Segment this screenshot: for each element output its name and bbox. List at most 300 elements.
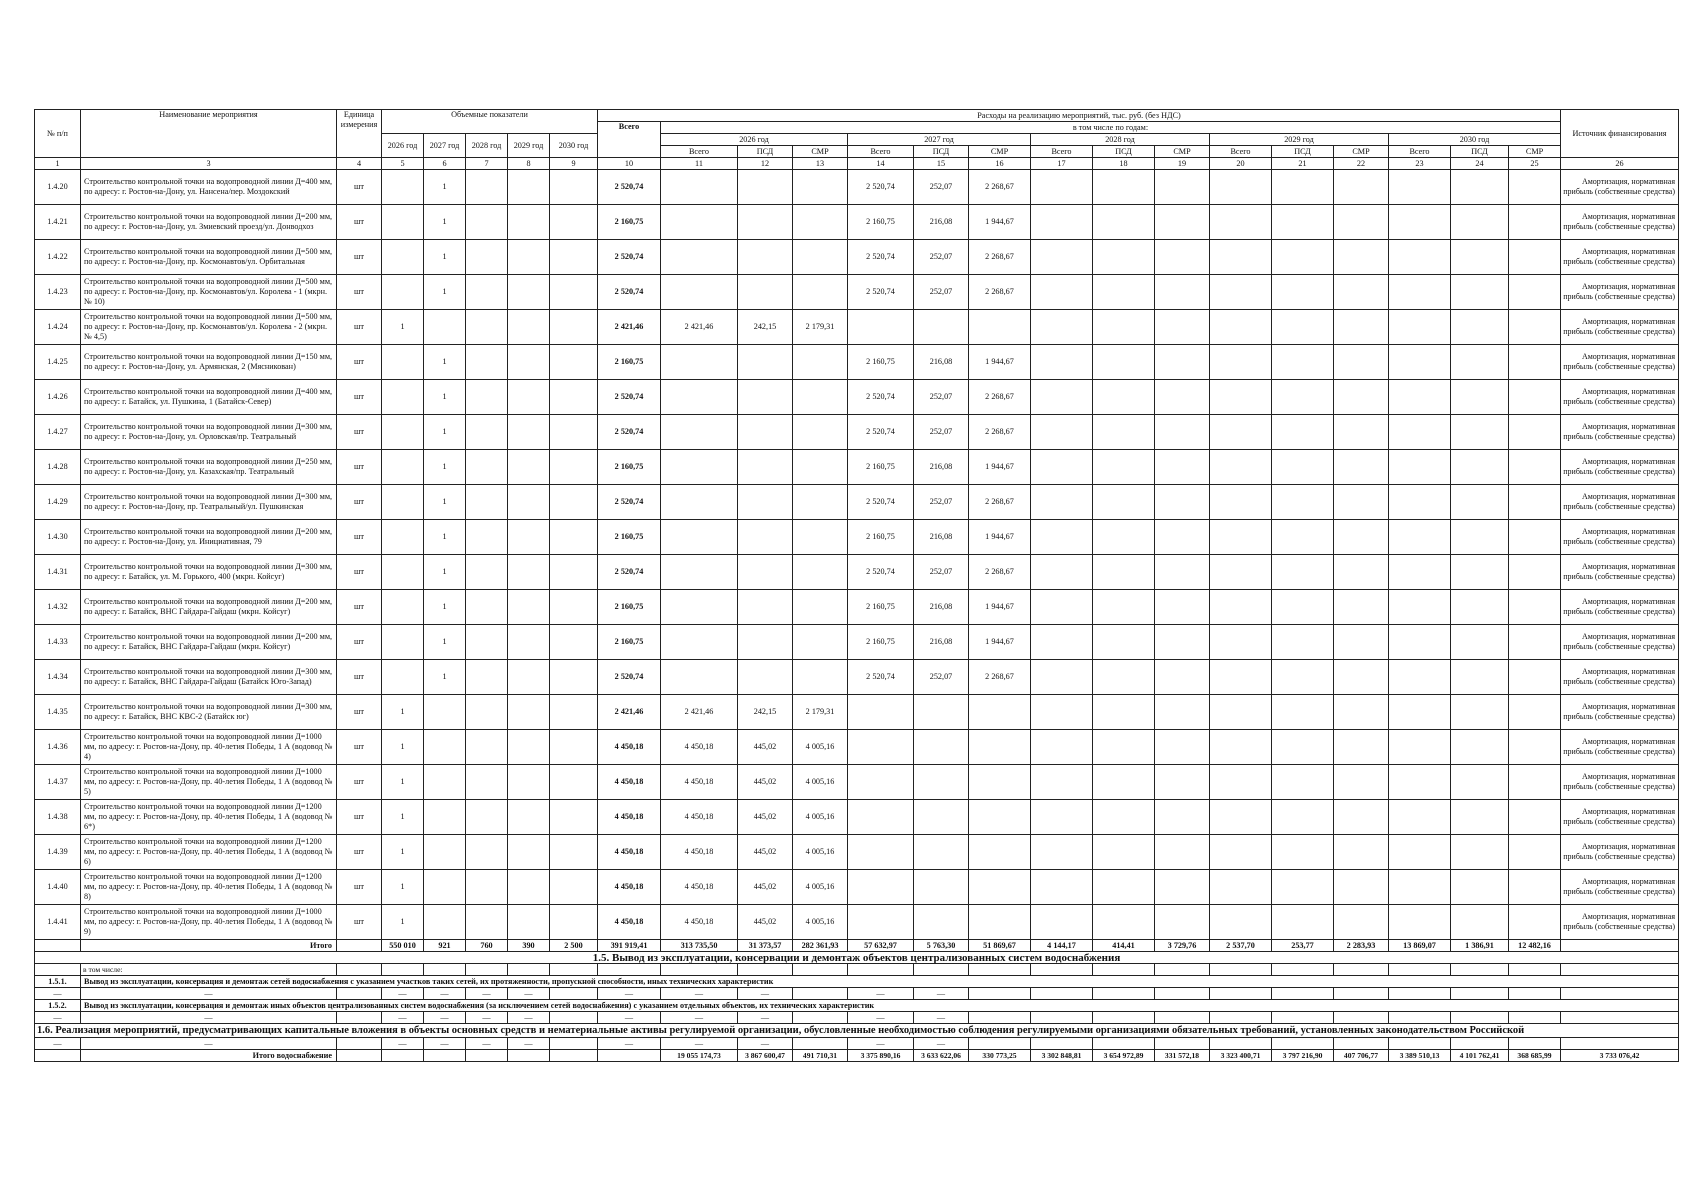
row-empty-cell [1210, 380, 1272, 415]
row-empty-cell [1155, 170, 1210, 205]
header-by-year: в том числе по годам: [661, 122, 1561, 134]
including-row [35, 964, 1679, 976]
row-2027-total: 2 520,74 [848, 555, 914, 590]
row-volume-2026: 1 [382, 870, 424, 905]
row-2026-smr [793, 275, 848, 310]
subtotal-value: 1 386,91 [1451, 940, 1509, 952]
row-empty-cell [1031, 590, 1093, 625]
row-empty-cell [1451, 765, 1509, 800]
subtotal-value: 2 283,93 [1334, 940, 1389, 952]
row-2026-psd: 445,02 [738, 870, 793, 905]
row-empty-cell [1389, 520, 1451, 555]
row-empty-cell [1509, 275, 1561, 310]
row-empty-cell [1509, 310, 1561, 345]
row-funding-source: Амортизация, нормативная прибыль (собственные средства) [1561, 275, 1679, 310]
row-2027-smr [969, 870, 1031, 905]
row-volume-2027 [424, 800, 466, 835]
row-empty-cell [1093, 625, 1155, 660]
header-2028-total: Всего [1031, 146, 1093, 158]
row-2027-psd [914, 800, 969, 835]
row-name: Строительство контрольной точки на водопроводной линии Д=400 мм, по адресу: г. Ростов-на-Дону, ул. Нансена/пер. Моздокский [81, 170, 337, 205]
dash-cell: — [848, 1012, 914, 1024]
row-empty-cell [1031, 240, 1093, 275]
row-2026-psd [738, 450, 793, 485]
row-2026-total [661, 660, 738, 695]
row-volume-2027: 1 [424, 555, 466, 590]
row-empty-cell [1451, 625, 1509, 660]
row-empty-cell [1272, 625, 1334, 660]
row-empty-cell [1334, 310, 1389, 345]
row-2026-psd [738, 555, 793, 590]
row-2026-psd [738, 485, 793, 520]
row-unit: шт [337, 835, 382, 870]
row-empty-cell [1031, 555, 1093, 590]
header-2029-smr: СМР [1334, 146, 1389, 158]
row-funding-source: Амортизация, нормативная прибыль (собственные средства) [1561, 485, 1679, 520]
dash-cell [337, 1012, 382, 1024]
grand-total-blank [382, 1050, 424, 1062]
row-2027-smr [969, 730, 1031, 765]
grand-total-value: 3 323 400,71 [1210, 1050, 1272, 1062]
col-number-25: 25 [1509, 158, 1561, 170]
row-unit: шт [337, 345, 382, 380]
row-2026-smr [793, 485, 848, 520]
dash-cell: — [382, 1038, 424, 1050]
row-2027-smr: 2 268,67 [969, 275, 1031, 310]
dash-cell [1561, 1012, 1679, 1024]
row-2027-smr: 2 268,67 [969, 555, 1031, 590]
row-2026-total [661, 240, 738, 275]
row-2026-psd [738, 380, 793, 415]
row-2027-smr: 2 268,67 [969, 170, 1031, 205]
subtotal-value: 2 500 [550, 940, 598, 952]
dash-cell: — [914, 1012, 969, 1024]
grand-total-blank [337, 1050, 382, 1062]
row-funding-source: Амортизация, нормативная прибыль (собственные средства) [1561, 345, 1679, 380]
row-empty-cell [1334, 800, 1389, 835]
col-number-20: 20 [1210, 158, 1272, 170]
row-name: Строительство контрольной точки на водопроводной линии Д=1200 мм, по адресу: г. Ростов-на-Дону, пр. 40-летия Победы, 1 А (водовод № 8) [81, 870, 337, 905]
row-2026-psd: 242,15 [738, 695, 793, 730]
dash-cell [1509, 1012, 1561, 1024]
col-number-10: 10 [598, 158, 661, 170]
row-name: Строительство контрольной точки на водопроводной линии Д=1000 мм, по адресу: г. Ростов-на-Дону, пр. 40-летия Победы, 1 А (водовод № 9) [81, 905, 337, 940]
col-number-24: 24 [1451, 158, 1509, 170]
table-row [35, 310, 1679, 345]
row-unit: шт [337, 660, 382, 695]
row-volume-2030 [550, 275, 598, 310]
row-volume-2026: 1 [382, 765, 424, 800]
dash-cell: — [382, 988, 424, 1000]
row-volume-2028 [466, 415, 508, 450]
subtotal-value: 31 373,57 [738, 940, 793, 952]
header-num: № п/п [35, 110, 81, 158]
grand-total-value: 3 302 848,81 [1031, 1050, 1093, 1062]
row-empty-cell [1155, 415, 1210, 450]
dash-cell [1509, 988, 1561, 1000]
row-2026-psd [738, 625, 793, 660]
row-empty-cell [1509, 905, 1561, 940]
row-name: Строительство контрольной точки на водопроводной линии Д=500 мм, по адресу: г. Ростов-на-Дону, пр. Космонавтов/ул. Королева - 2 (мкрн. № 4,5) [81, 310, 337, 345]
row-unit: шт [337, 415, 382, 450]
row-2027-total: 2 160,75 [848, 590, 914, 625]
row-empty-cell [1031, 415, 1093, 450]
row-empty-cell [1334, 660, 1389, 695]
grand-total-value: 491 710,31 [793, 1050, 848, 1062]
blank-cell [424, 964, 466, 976]
row-2026-total: 4 450,18 [661, 835, 738, 870]
row-2027-total [848, 870, 914, 905]
subtotal-value: 282 361,93 [793, 940, 848, 952]
dash-cell [1334, 1012, 1389, 1024]
row-empty-cell [1210, 485, 1272, 520]
row-empty-cell [1389, 415, 1451, 450]
row-empty-cell [1451, 590, 1509, 625]
dash-cell [1451, 1038, 1509, 1050]
row-2026-total [661, 485, 738, 520]
row-empty-cell [1334, 275, 1389, 310]
row-total: 2 520,74 [598, 380, 661, 415]
row-volume-2027: 1 [424, 590, 466, 625]
row-2026-smr: 2 179,31 [793, 310, 848, 345]
dash-cell: — [382, 1012, 424, 1024]
row-empty-cell [1093, 450, 1155, 485]
dash-cell [793, 1012, 848, 1024]
row-volume-2026: 1 [382, 730, 424, 765]
dash-cell: — [466, 1012, 508, 1024]
row-number: 1.4.34 [35, 660, 81, 695]
row-funding-source: Амортизация, нормативная прибыль (собственные средства) [1561, 695, 1679, 730]
row-2026-smr: 4 005,16 [793, 835, 848, 870]
row-2027-psd: 216,08 [914, 205, 969, 240]
col-number-15: 15 [914, 158, 969, 170]
dash-cell: — [848, 988, 914, 1000]
row-empty-cell [1334, 380, 1389, 415]
row-empty-cell [1451, 345, 1509, 380]
row-empty-cell [1389, 345, 1451, 380]
blank-cell [550, 964, 598, 976]
header-exp-year-2027: 2027 год [848, 134, 1031, 146]
row-empty-cell [1451, 205, 1509, 240]
row-2027-psd: 252,07 [914, 275, 969, 310]
grand-total-value: 3 375 890,16 [848, 1050, 914, 1062]
row-volume-2029 [508, 380, 550, 415]
row-2027-total: 2 160,75 [848, 345, 914, 380]
row-2027-psd: 216,08 [914, 625, 969, 660]
row-unit: шт [337, 240, 382, 275]
row-number: 1.4.35 [35, 695, 81, 730]
row-empty-cell [1031, 800, 1093, 835]
section-1-6-row [35, 1024, 1679, 1038]
row-volume-2027 [424, 765, 466, 800]
row-empty-cell [1093, 310, 1155, 345]
row-volume-2029 [508, 905, 550, 940]
row-2027-psd: 252,07 [914, 170, 969, 205]
row-empty-cell [1334, 730, 1389, 765]
grand-total-value: 19 055 174,73 [661, 1050, 738, 1062]
dash-cell: — [81, 988, 337, 1000]
row-2027-total: 2 160,75 [848, 520, 914, 555]
table-row [35, 905, 1679, 940]
dash-cell: — [35, 988, 81, 1000]
dash-cell: — [738, 988, 793, 1000]
col-number-13: 13 [793, 158, 848, 170]
blank-cell [1561, 964, 1679, 976]
row-empty-cell [1210, 765, 1272, 800]
row-total: 2 160,75 [598, 345, 661, 380]
grand-total-value: 331 572,18 [1155, 1050, 1210, 1062]
row-empty-cell [1093, 240, 1155, 275]
row-volume-2029 [508, 695, 550, 730]
row-2027-smr [969, 695, 1031, 730]
subtotal-value: 921 [424, 940, 466, 952]
row-empty-cell [1155, 310, 1210, 345]
row-empty-cell [1334, 835, 1389, 870]
row-2026-smr: 4 005,16 [793, 765, 848, 800]
dash-cell [1272, 1038, 1334, 1050]
row-empty-cell [1389, 765, 1451, 800]
row-unit: шт [337, 170, 382, 205]
row-2027-psd: 252,07 [914, 415, 969, 450]
row-empty-cell [1389, 730, 1451, 765]
row-2026-total [661, 170, 738, 205]
row-2027-psd [914, 695, 969, 730]
row-empty-cell [1210, 730, 1272, 765]
row-volume-2027 [424, 905, 466, 940]
col-number-4: 4 [337, 158, 382, 170]
dash-cell [1093, 1038, 1155, 1050]
row-name: Строительство контрольной точки на водопроводной линии Д=200 мм, по адресу: г. Батайск, ВНС Гайдара-Гайдаш (мкрн. Койсуг) [81, 625, 337, 660]
row-number: 1.4.33 [35, 625, 81, 660]
row-empty-cell [1031, 835, 1093, 870]
table-row [35, 730, 1679, 765]
row-empty-cell [1272, 450, 1334, 485]
row-2027-smr: 1 944,67 [969, 590, 1031, 625]
row-volume-2026: 1 [382, 695, 424, 730]
row-2027-smr: 1 944,67 [969, 205, 1031, 240]
dash-cell: — [35, 1012, 81, 1024]
row-volume-2028 [466, 170, 508, 205]
blank-cell [1389, 964, 1451, 976]
row-unit: шт [337, 800, 382, 835]
row-unit: шт [337, 450, 382, 485]
row-2027-psd: 252,07 [914, 240, 969, 275]
subtotal-value: 550 010 [382, 940, 424, 952]
row-empty-cell [1389, 590, 1451, 625]
row-empty-cell [1272, 695, 1334, 730]
subtotal-value: 51 869,67 [969, 940, 1031, 952]
row-empty-cell [1451, 870, 1509, 905]
row-volume-2029 [508, 590, 550, 625]
row-volume-2027: 1 [424, 450, 466, 485]
row-empty-cell [1389, 555, 1451, 590]
row-volume-2026 [382, 590, 424, 625]
row-volume-2029 [508, 170, 550, 205]
grand-total-value: 407 706,77 [1334, 1050, 1389, 1062]
dash-cell [1561, 1038, 1679, 1050]
row-funding-source: Амортизация, нормативная прибыль (собственные средства) [1561, 380, 1679, 415]
row-empty-cell [1334, 695, 1389, 730]
row-2027-smr: 2 268,67 [969, 485, 1031, 520]
row-empty-cell [1210, 590, 1272, 625]
grand-total-blank [35, 1050, 81, 1062]
row-volume-2026 [382, 380, 424, 415]
row-volume-2030 [550, 555, 598, 590]
row-empty-cell [1272, 765, 1334, 800]
row-empty-cell [1334, 905, 1389, 940]
header-2030-psd: ПСД [1451, 146, 1509, 158]
row-empty-cell [1334, 170, 1389, 205]
row-number: 1.4.32 [35, 590, 81, 625]
row-volume-2028 [466, 905, 508, 940]
row-empty-cell [1272, 170, 1334, 205]
dash-cell: — [424, 988, 466, 1000]
dash-cell [1451, 1012, 1509, 1024]
subtotal-value: 3 729,76 [1155, 940, 1210, 952]
row-empty-cell [1031, 905, 1093, 940]
row-empty-cell [1155, 765, 1210, 800]
dash-cell [337, 1038, 382, 1050]
row-empty-cell [1272, 870, 1334, 905]
row-name: Строительство контрольной точки на водопроводной линии Д=400 мм, по адресу: г. Батайск, ул. Пушкина, 1 (Батайск-Север) [81, 380, 337, 415]
row-empty-cell [1389, 485, 1451, 520]
row-funding-source: Амортизация, нормативная прибыль (собственные средства) [1561, 450, 1679, 485]
subtotal-value: 414,41 [1093, 940, 1155, 952]
row-volume-2027: 1 [424, 240, 466, 275]
row-empty-cell [1155, 520, 1210, 555]
row-empty-cell [1210, 870, 1272, 905]
dash-cell [550, 1038, 598, 1050]
row-2026-total [661, 415, 738, 450]
row-empty-cell [1389, 905, 1451, 940]
col-number-8: 8 [508, 158, 550, 170]
row-2026-psd: 445,02 [738, 800, 793, 835]
row-empty-cell [1093, 905, 1155, 940]
row-number: 1.4.29 [35, 485, 81, 520]
section-1-6-title: 1.6. Реализация мероприятий, предусматривающих капитальные вложения в объекты основных средств и нематериальные активы регулируемой организации, обусловленные необходимостью соблюдения регулируемыми организациями обязательных требований, установленных законодательством Российской [35, 1024, 1679, 1038]
col-number-14: 14 [848, 158, 914, 170]
row-2026-psd [738, 240, 793, 275]
dash-cell: — [914, 988, 969, 1000]
dash-cell [1210, 1012, 1272, 1024]
row-2027-psd [914, 310, 969, 345]
subtotal-value: 57 632,97 [848, 940, 914, 952]
subtotal-value: 391 919,41 [598, 940, 661, 952]
row-2027-psd: 252,07 [914, 380, 969, 415]
row-number: 1.4.39 [35, 835, 81, 870]
row-volume-2026: 1 [382, 835, 424, 870]
table-row [35, 380, 1679, 415]
dash-cell: — [81, 1038, 337, 1050]
header-vol-year-2029: 2029 год [508, 134, 550, 158]
header-exp-year-2030: 2030 год [1389, 134, 1561, 146]
row-volume-2029 [508, 345, 550, 380]
row-total: 2 160,75 [598, 205, 661, 240]
row-volume-2030 [550, 170, 598, 205]
row-empty-cell [1210, 660, 1272, 695]
table-row [35, 660, 1679, 695]
row-2027-total [848, 765, 914, 800]
row-empty-cell [1210, 275, 1272, 310]
row-funding-source: Амортизация, нормативная прибыль (собственные средства) [1561, 520, 1679, 555]
dash-cell [1334, 1038, 1389, 1050]
row-2027-smr [969, 765, 1031, 800]
table-row [35, 485, 1679, 520]
row-empty-cell [1509, 345, 1561, 380]
row-empty-cell [1451, 275, 1509, 310]
section-1-5-1-placeholder-row [35, 988, 1679, 1000]
row-empty-cell [1093, 520, 1155, 555]
blank-cell [1451, 964, 1509, 976]
row-2027-psd: 216,08 [914, 590, 969, 625]
row-volume-2026 [382, 520, 424, 555]
row-volume-2029 [508, 205, 550, 240]
row-volume-2028 [466, 205, 508, 240]
row-2027-smr: 2 268,67 [969, 380, 1031, 415]
row-empty-cell [1093, 485, 1155, 520]
row-volume-2027: 1 [424, 345, 466, 380]
row-volume-2028 [466, 660, 508, 695]
table-row [35, 590, 1679, 625]
row-empty-cell [1509, 765, 1561, 800]
row-empty-cell [1155, 205, 1210, 240]
row-empty-cell [1155, 730, 1210, 765]
row-name: Строительство контрольной точки на водопроводной линии Д=300 мм, по адресу: г. Батайск, ВНС КВС-2 (Батайск юг) [81, 695, 337, 730]
header-2026-total: Всего [661, 146, 738, 158]
blank-cell [661, 964, 738, 976]
row-empty-cell [1509, 170, 1561, 205]
row-empty-cell [1389, 625, 1451, 660]
dash-cell [1031, 1038, 1093, 1050]
row-2027-smr: 1 944,67 [969, 450, 1031, 485]
row-2026-total [661, 275, 738, 310]
dash-cell: — [598, 1038, 661, 1050]
row-empty-cell [1509, 660, 1561, 695]
dash-cell: — [508, 1012, 550, 1024]
row-empty-cell [1451, 555, 1509, 590]
section-1-5-1-number: 1.5.1. [35, 976, 81, 988]
row-2027-psd: 252,07 [914, 485, 969, 520]
row-2026-smr [793, 205, 848, 240]
header-exp-year-2028: 2028 год [1031, 134, 1210, 146]
row-2026-psd [738, 345, 793, 380]
col-number-7: 7 [466, 158, 508, 170]
blank-cell [1155, 964, 1210, 976]
row-name: Строительство контрольной точки на водопроводной линии Д=1200 мм, по адресу: г. Ростов-на-Дону, пр. 40-летия Победы, 1 А (водовод № 6) [81, 835, 337, 870]
dash-cell [1031, 988, 1093, 1000]
row-volume-2026 [382, 275, 424, 310]
table-row [35, 450, 1679, 485]
section-1-5-2-placeholder-row [35, 1012, 1679, 1024]
dash-cell [1155, 1038, 1210, 1050]
row-number: 1.4.20 [35, 170, 81, 205]
row-empty-cell [1509, 450, 1561, 485]
blank-cell [1031, 964, 1093, 976]
row-unit: шт [337, 380, 382, 415]
row-empty-cell [1334, 415, 1389, 450]
row-number: 1.4.23 [35, 275, 81, 310]
row-volume-2029 [508, 520, 550, 555]
grand-total-value: 3 733 076,42 [1561, 1050, 1679, 1062]
row-empty-cell [1155, 695, 1210, 730]
row-volume-2030 [550, 240, 598, 275]
col-number-19: 19 [1155, 158, 1210, 170]
dash-cell [337, 988, 382, 1000]
row-number: 1.4.30 [35, 520, 81, 555]
subtotal-blank [35, 940, 81, 952]
row-empty-cell [1509, 625, 1561, 660]
row-volume-2029 [508, 800, 550, 835]
